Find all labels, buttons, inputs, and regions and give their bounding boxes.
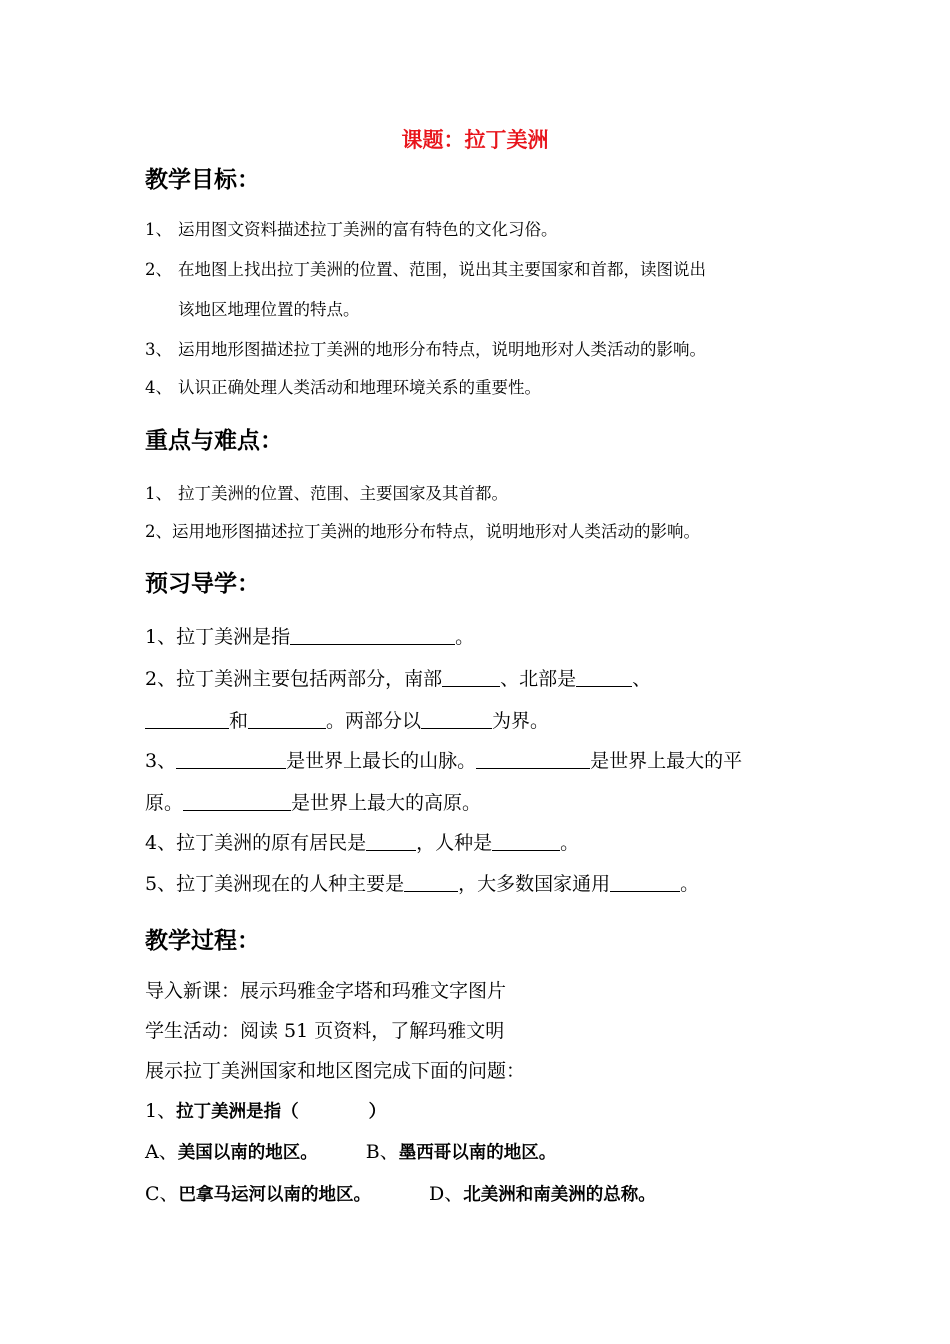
fill-blank[interactable] [145, 709, 229, 729]
mc-option-d[interactable]: D、北美洲和南美洲的总称。 [429, 1183, 656, 1205]
preview-question-2-continued: 和 。两部分以 为界。 [145, 706, 549, 733]
process-line: 导入新课：展示玛雅金字塔和玛雅文字图片 [145, 980, 507, 1002]
fill-blank[interactable] [290, 625, 455, 645]
fill-blank[interactable] [576, 667, 632, 687]
goal-item: 1、 运用图文资料描述拉丁美洲的富有特色的文化习俗。 [145, 220, 558, 239]
fill-blank[interactable] [492, 831, 560, 851]
preview-question-3: 3、 是世界上最长的山脉。 是世界上最大的平 [145, 750, 743, 772]
mc-option-b[interactable]: B、墨西哥以南的地区。 [365, 1141, 557, 1163]
goals-heading: 教学目标： [145, 167, 260, 193]
mc-options-row-2 [145, 1179, 656, 1206]
process-line: 学生活动：阅读 51 页资料，了解玛雅文明 [145, 1020, 505, 1042]
fill-blank[interactable] [421, 709, 492, 729]
fill-blank[interactable] [183, 791, 291, 811]
goal-item: 3、 运用地形图描述拉丁美洲的地形分布特点，说明地形对人类活动的影响。 [145, 340, 706, 359]
mc-option-c[interactable]: C、巴拿马运河以南的地区。 [145, 1183, 372, 1205]
keypoint-item: 1、 拉丁美洲的位置、范围、主要国家及其首都。 [145, 484, 508, 503]
fill-blank[interactable] [404, 872, 458, 892]
preview-question-3-continued: 原。 是世界上最大的高原。 [145, 792, 482, 814]
goal-item: 4、 认识正确处理人类活动和地理环境关系的重要性。 [145, 378, 541, 397]
preview-question-2: 2、拉丁美洲主要包括两部分，南部 、北部是 、 [145, 668, 652, 690]
preview-question-4: 4、拉丁美洲的原有居民是 ，人种是 。 [145, 832, 580, 854]
fill-blank[interactable] [366, 831, 416, 851]
keypoints-heading: 重点与难点： [145, 428, 283, 454]
mc-options-row-1 [145, 1137, 556, 1164]
keypoint-item: 2、运用地形图描述拉丁美洲的地形分布特点，说明地形对人类活动的影响。 [145, 522, 700, 541]
fill-blank[interactable] [442, 667, 500, 687]
mc-option-a[interactable]: A、美国以南的地区。 [145, 1141, 318, 1163]
preview-heading: 预习导学： [145, 571, 260, 597]
page-title: 课题：拉丁美洲 [401, 128, 549, 152]
goal-item-continued: 该地区地理位置的特点。 [178, 300, 360, 319]
fill-blank[interactable] [610, 872, 680, 892]
process-heading: 教学过程： [145, 928, 260, 954]
fill-blank[interactable] [248, 709, 326, 729]
process-line: 展示拉丁美洲国家和地区图完成下面的问题： [145, 1060, 526, 1082]
preview-question-1: 1、拉丁美洲是指 。 [145, 626, 475, 648]
goal-item: 2、 在地图上找出拉丁美洲的位置、范围，说出其主要国家和首都，读图说出 [145, 260, 706, 279]
fill-blank[interactable] [176, 749, 286, 769]
preview-question-5: 5、拉丁美洲现在的人种主要是 ，大多数国家通用 。 [145, 873, 700, 895]
fill-blank[interactable] [476, 749, 590, 769]
mc-question: 1、拉丁美洲是指（ ） [145, 1100, 387, 1122]
